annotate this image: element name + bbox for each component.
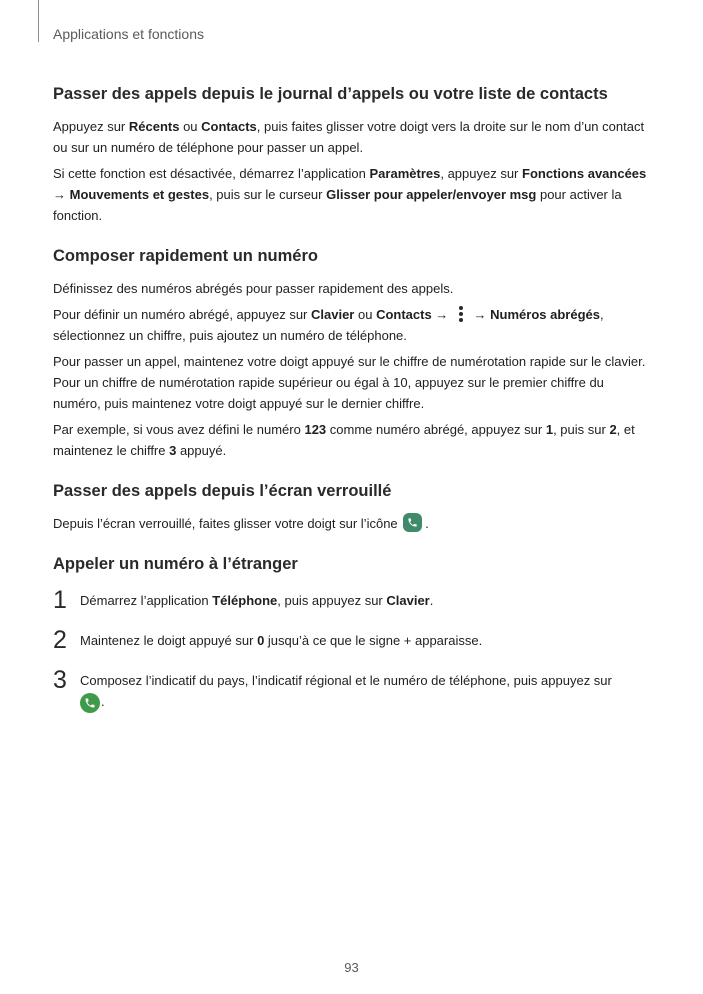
phone-app-icon	[403, 513, 422, 532]
paragraph: Si cette fonction est désactivée, démarrez l’application Paramètres, appuyez sur Fonctions avancées → Mouvements et gestes, puis sur le curseur Glisser pour appeler/envoyer msg pour activer la fonction.	[53, 166, 647, 223]
step-text: Composez l’indicatif du pays, l’indicatif régional et le numéro de téléphone, puis appuyez sur .	[80, 670, 653, 713]
page-header: Applications et fonctions	[53, 26, 204, 42]
step-item	[53, 626, 653, 660]
step-number: 1	[53, 586, 67, 614]
steps-list	[53, 586, 653, 713]
paragraph: Pour définir un numéro abrégé, appuyez sur Clavier ou Contacts → → Numéros abrégés, sélectionnez un chiffre, puis ajoutez un numéro de téléphone.	[53, 304, 653, 346]
paragraph: Depuis l’écran verrouillé, faites glisser votre doigt sur l’icône .	[53, 513, 653, 534]
step-text: Démarrez l’application Téléphone, puis appuyez sur Clavier.	[80, 593, 434, 608]
paragraph: Définissez des numéros abrégés pour passer rapidement des appels.	[53, 281, 454, 296]
step-item	[53, 586, 653, 620]
step-number: 3	[53, 666, 67, 694]
paragraph: Pour passer un appel, maintenez votre doigt appuyé sur le chiffre de numérotation rapide sur le clavier. Pour un chiffre de numérotation rapide supérieur ou égal à 10, appuyez sur le premier chiffre du numéro, puis maintenez votre doigt appuyé sur le dernier chiffre.	[53, 354, 646, 411]
call-button-icon	[80, 693, 100, 713]
paragraph: Appuyez sur Récents ou Contacts, puis faites glisser votre doigt vers la droite sur le nom d’un contact ou sur un numéro de téléphone pour passer un appel.	[53, 119, 645, 155]
section-heading-lock-screen: Passer des appels depuis l’écran verrouillé	[53, 482, 392, 500]
section-heading-speed-dial: Composer rapidement un numéro	[53, 247, 318, 265]
header-rule	[38, 0, 39, 42]
paragraph: Par exemple, si vous avez défini le numéro 123 comme numéro abrégé, appuyez sur 1, puis sur 2, et maintenez le chiffre 3 appuyé.	[53, 422, 635, 458]
step-text: Maintenez le doigt appuyé sur 0 jusqu’à ce que le signe + apparaisse.	[80, 633, 483, 648]
page-number: 93	[344, 960, 359, 975]
step-item	[53, 666, 653, 713]
section-heading-international: Appeler un numéro à l’étranger	[53, 555, 298, 573]
step-number: 2	[53, 626, 67, 654]
more-options-icon	[454, 304, 468, 324]
section-heading-call-log: Passer des appels depuis le journal d’appels ou votre liste de contacts	[53, 85, 608, 103]
page-content	[53, 82, 653, 723]
